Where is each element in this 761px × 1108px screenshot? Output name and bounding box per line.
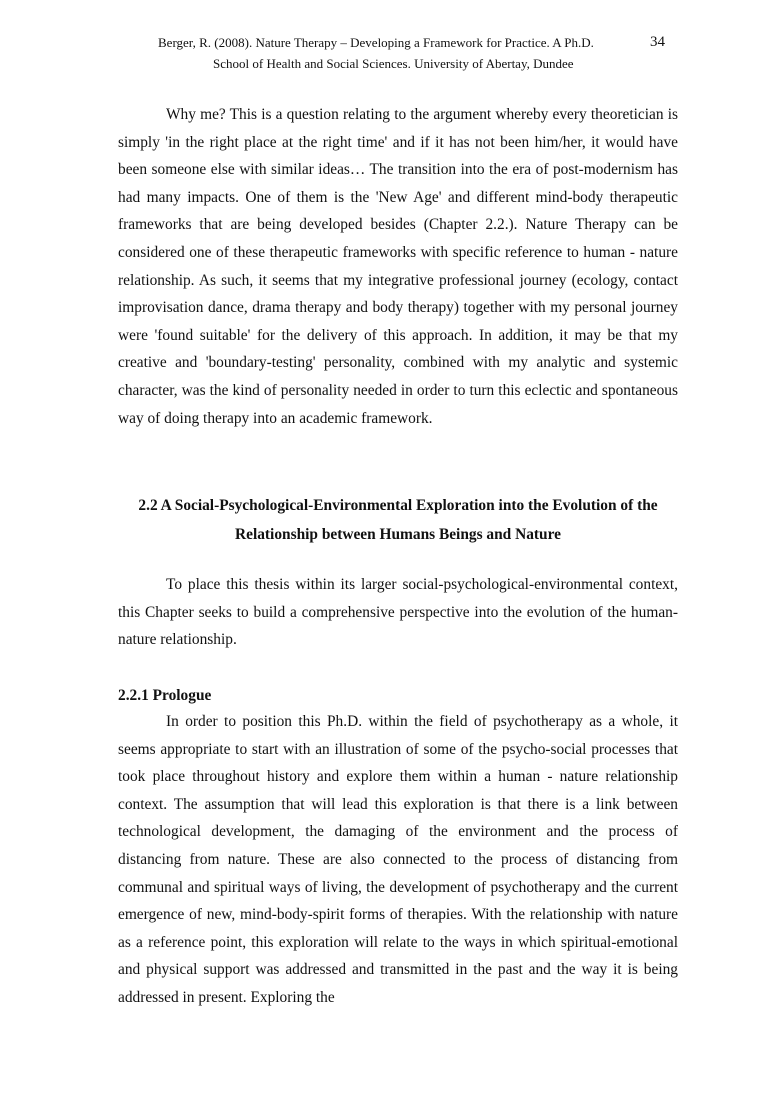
header-institution: School of Health and Social Sciences. University of Abertay, Dundee	[213, 56, 574, 71]
paragraph-thesis-context: To place this thesis within its larger social-psychological-environmental context, this Chapter seeks to build a comprehensive perspective into the evolution of the human-nature relationship.	[118, 576, 678, 649]
page-number: 34	[650, 34, 665, 50]
paragraph-prologue: In order to position this Ph.D. within the field of psychotherapy as a whole, it seems appropriate to start with an illustration of some of the psycho-social processes that took place throughout history and explore them within a human - nature relationship context. The assumption that will lead this exploration is that there is a link between technological development, the damaging of the environment and the process of distancing from nature. These are also connected to the process of distancing from communal and spiritual ways of living, the development of psychotherapy and the current emergence of new, mind-body-spirit forms of therapies. With the relationship with nature as a reference point, this exploration will relate to the ways in which spiritual-emotional and physical support was addressed and transmitted in the past and the way it is being addressed in present. Exploring the	[118, 713, 678, 1006]
section-heading-2-2: 2.2 A Social-Psychological-Environmental Exploration into the Evolution of the Relationship between Humans Beings and Nature	[138, 497, 658, 543]
running-header	[118, 26, 678, 76]
header-citation: Berger, R. (2008). Nature Therapy – Developing a Framework for Practice. A Ph.D.	[158, 35, 594, 50]
paragraph-why-me: Why me? This is a question relating to the argument whereby every theoretician is simply 'in the right place at the right time' and if it has not been him/her, it would have been someone else with similar ideas… The transition into the era of post-modernism has had many impacts. One of them is the 'New Age' and different mind-body therapeutic frameworks that are being developed besides (Chapter 2.2.). Nature Therapy can be considered one of these therapeutic frameworks with specific reference to human - nature relationship. As such, it seems that my integrative professional journey (ecology, contact improvisation dance, drama therapy and body therapy) together with my personal journey were 'found suitable' for the delivery of this approach. In addition, it may be that my creative and 'boundary-testing' personality, combined with my analytic and systemic character, was the kind of personality needed in order to turn this eclectic and spontaneous way of doing therapy into an academic framework.	[118, 106, 678, 427]
subsection-heading-prologue: 2.2.1 Prologue	[118, 687, 212, 704]
